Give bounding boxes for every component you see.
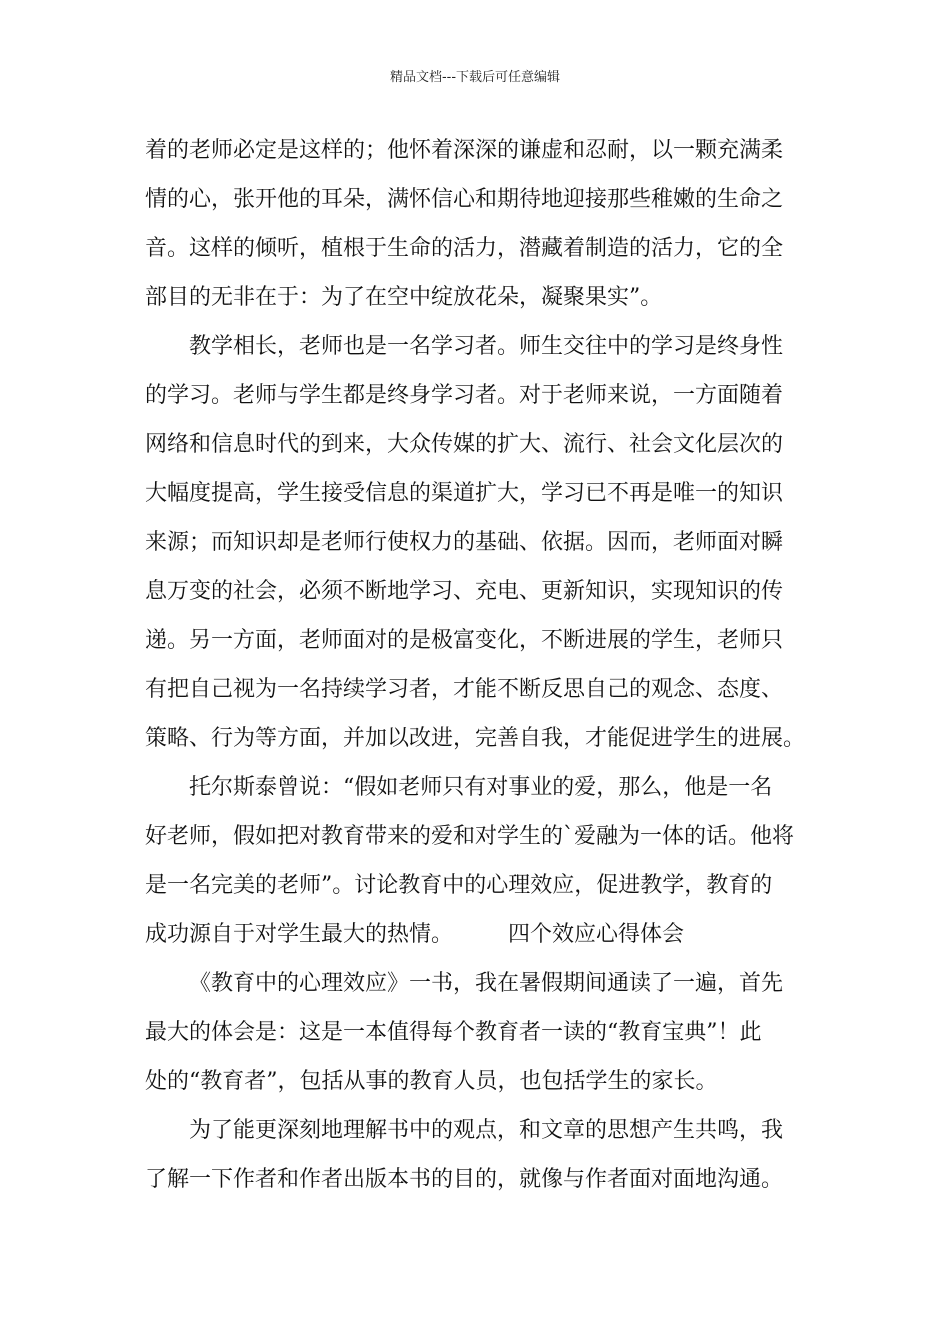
- text-line: 部目的无非在于：为了在空中绽放花朵，凝聚果实”。: [145, 285, 663, 310]
- text-line: 是一名完美的老师”。讨论教育中的心理效应，促进教学，教育的: [145, 873, 773, 898]
- text-line: 网络和信息时代的到来，大众传媒的扩大、流行、社会文化层次的: [145, 432, 784, 457]
- text-line: 教学相长，老师也是一名学习者。师生交往中的学习是终身性: [189, 334, 784, 359]
- paragraph: [145, 126, 807, 322]
- text-line: 大幅度提高，学生接受信息的渠道扩大，学习已不再是唯一的知识: [145, 481, 784, 506]
- text-line: 为了能更深刻地理解书中的观点，和文章的思想产生共鸣，我: [189, 1118, 784, 1143]
- text-line: 了解一下作者和作者出版本书的目的，就像与作者面对面地沟通。: [145, 1167, 784, 1192]
- text-line: 息万变的社会，必须不断地学习、充电、更新知识，实现知识的传: [145, 579, 784, 604]
- text-line: 有把自己视为一名持续学习者，才能不断反思自己的观念、态度、: [145, 677, 784, 702]
- text-line: 策略、行为等方面，并加以改进，完善自我，才能促进学生的进展。: [145, 726, 806, 751]
- text-line: 托尔斯泰曾说：“假如老师只有对事业的爱，那么，他是一名: [189, 775, 773, 800]
- text-line: 递。另一方面，老师面对的是极富变化，不断进展的学生，老师只: [145, 628, 784, 653]
- paragraph: [145, 322, 807, 763]
- text-line: 处的“教育者”，包括从事的教育人员，也包括学生的家长。: [145, 1069, 718, 1094]
- body-text: [145, 126, 807, 1204]
- text-line: 成功源自于对学生最大的热情。 四个效应心得体会: [145, 922, 685, 947]
- text-line: 着的老师必定是这样的；他怀着深深的谦虚和忍耐，以一颗充满柔: [145, 138, 784, 163]
- text-line: 《教育中的心理效应》一书，我在暑假期间通读了一遍，首先: [189, 971, 784, 996]
- text-line: 情的心，张开他的耳朵，满怀信心和期待地迎接那些稚嫩的生命之: [145, 187, 784, 212]
- text-line: 最大的体会是：这是一本值得每个教育者一读的“教育宝典”！此: [145, 1020, 762, 1045]
- paragraph: [145, 1106, 807, 1204]
- text-line: 音。这样的倾听，植根于生命的活力，潜藏着制造的活力，它的全: [145, 236, 784, 261]
- paragraph: [145, 763, 807, 959]
- text-line: 好老师，假如把对教育带来的爱和对学生的`爱融为一体的话。他将: [145, 824, 795, 849]
- paragraph: [145, 959, 807, 1106]
- text-line: 来源；而知识却是老师行使权力的基础、依据。因而，老师面对瞬: [145, 530, 784, 555]
- text-line: 的学习。老师与学生都是终身学习者。对于老师来说，一方面随着: [145, 383, 784, 408]
- page-header: 精品文档---下载后可任意编辑: [389, 70, 561, 85]
